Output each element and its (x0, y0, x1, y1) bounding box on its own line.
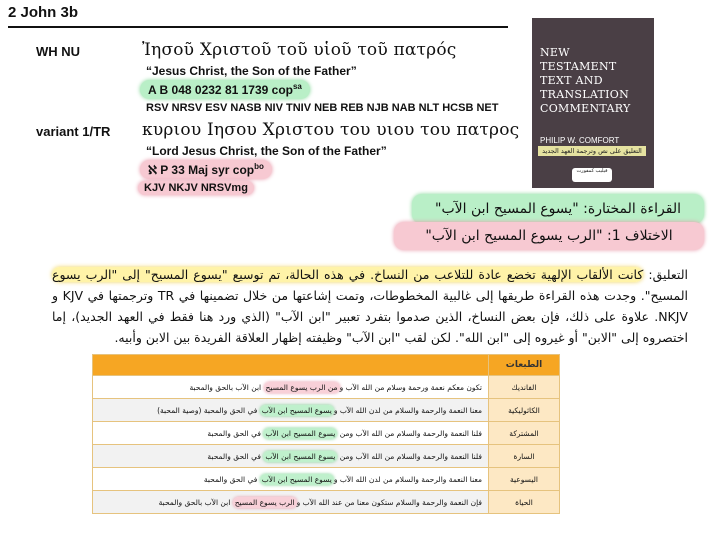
table-row (93, 399, 560, 422)
text-pre: فلنا النعمة والرحمة والسلام من الله الآب ومن (337, 428, 482, 438)
highlighted-phrase: يسوع المسيح ابن الآب (261, 405, 332, 415)
table-header-row (93, 355, 560, 376)
witnesses-text: A B 048 0232 81 1739 cop (148, 83, 293, 97)
text-post: ابن الآب بالحق والمحبة (189, 382, 264, 392)
translation-name: الكاثوليكية (489, 399, 560, 422)
commentary-label: التعليق: (648, 267, 688, 282)
translation-name: اليسوعية (489, 468, 560, 491)
table-row (93, 445, 560, 468)
table-header-blank (93, 355, 489, 376)
highlighted-phrase: يسوع المسيح ابن الآب (265, 451, 336, 461)
greek-text: κυριου Ιησου Χριστου του υιου του πατρος (142, 120, 520, 140)
translation-text (93, 399, 489, 422)
translation-text (93, 445, 489, 468)
versions-list: KJV NKJV NRSVmg (138, 181, 254, 195)
commentary-highlight: كانت الألقاب الإلهية تخضع عادة للتلاعب من النساخ. في هذه الحالة، تم توسيع "يسوع المسيح" إلى "الرب يسوع (52, 267, 644, 282)
text-pre: فإن النعمة والرحمة والسلام ستكون معنا من عند الله الآب و (296, 497, 482, 507)
witness-sup: bo (254, 162, 264, 171)
translation-name: السارة (489, 445, 560, 468)
variant-reading-box: الاختلاف 1: "الرب يسوع المسيح ابن الآب" (394, 222, 704, 250)
reading-label: variant 1/TR (36, 124, 111, 139)
text-post: في الحق والمحبة (207, 451, 264, 461)
title-rule (8, 26, 508, 28)
greek-text: Ἰησοῦ Χριστοῦ τοῦ υἱοῦ τοῦ πατρός (142, 40, 457, 60)
highlighted-phrase: الرب يسوع المسيح (234, 497, 295, 507)
text-post: ابن الآب بالحق والمحبة (158, 497, 233, 507)
table-row (93, 422, 560, 445)
table-row (93, 468, 560, 491)
witnesses-list (140, 160, 272, 179)
book-title: NEW TESTAMENT TEXT AND TRANSLATION COMMENTARY (540, 46, 631, 115)
page-title: 2 John 3b (8, 4, 79, 21)
text-post: في الحق والمحبة (207, 428, 264, 438)
reading-label: WH NU (36, 44, 81, 59)
text-pre: تكون معكم نعمة ورحمة وسلام من الله الآب و (339, 382, 482, 392)
translation-text (93, 376, 489, 399)
translation-text (93, 422, 489, 445)
book-arabic-label: فيليب كمفورت (572, 168, 612, 182)
translations-table (92, 354, 560, 514)
text-post: في الحق والمحبة (وصية المحبة) (157, 405, 260, 415)
versions-list: RSV NRSV ESV NASB NIV TNIV NEB REB NJB NAB NLT HCSB NET (146, 102, 499, 114)
translation-text (93, 468, 489, 491)
table-row (93, 376, 560, 399)
text-pre: معنا النعمة والرحمة والسلام من لدن الله الآب و (333, 474, 482, 484)
text-post: في الحق والمحبة (203, 474, 260, 484)
witnesses-list (140, 80, 310, 99)
table-header-cell: الطبعات (489, 355, 560, 376)
text-pre: معنا النعمة والرحمة والسلام من لدن الله الآب و (333, 405, 482, 415)
witnesses-text: ℵ P 33 Maj syr cop (148, 163, 255, 177)
translation-name: الحياة (489, 491, 560, 514)
book-arabic-band: التعليق على نص وترجمة العهد الجديد (538, 146, 646, 156)
book-cover-image (532, 18, 654, 188)
translation-name: المشتركة (489, 422, 560, 445)
book-author: PHILIP W. COMFORT (540, 136, 620, 145)
highlighted-phrase: يسوع المسيح ابن الآب (265, 428, 336, 438)
commentary-paragraph (52, 264, 688, 348)
text-pre: فلنا النعمة والرحمة والسلام من الله الآب ومن (337, 451, 482, 461)
witness-sup: sa (292, 82, 302, 91)
table-row (93, 491, 560, 514)
highlighted-phrase: من الرب يسوع المسيح (265, 382, 338, 392)
translation-name: الفانديك (489, 376, 560, 399)
translation-text (93, 491, 489, 514)
highlighted-phrase: يسوع المسيح ابن الآب (261, 474, 332, 484)
english-translation: “Lord Jesus Christ, the Son of the Father” (146, 144, 387, 158)
english-translation: “Jesus Christ, the Son of the Father” (146, 64, 357, 78)
preferred-reading-box: القراءة المختارة: "يسوع المسيح ابن الآب" (412, 194, 704, 224)
commentary-body: المسيح". وجدت هذه القراءة طريقها إلى غالبية المخطوطات، وتمت إشاعتها من خلال تضمينها في TR وترجمتها في KJV و NKJV. علاوة على ذلك، فإن بعض النساخ، الذين صدموا بتفرد تعبير "ابن الآب" (الذي ورد هنا فقط في العهد الجديد)، إما اختصروه إلى "الابن" أو غيروه إلى "ابن الله". لكن لقب "ابن الآب" وظيفته إظهار العلاقة الفريدة بين الابن وأبيه. (52, 288, 688, 345)
